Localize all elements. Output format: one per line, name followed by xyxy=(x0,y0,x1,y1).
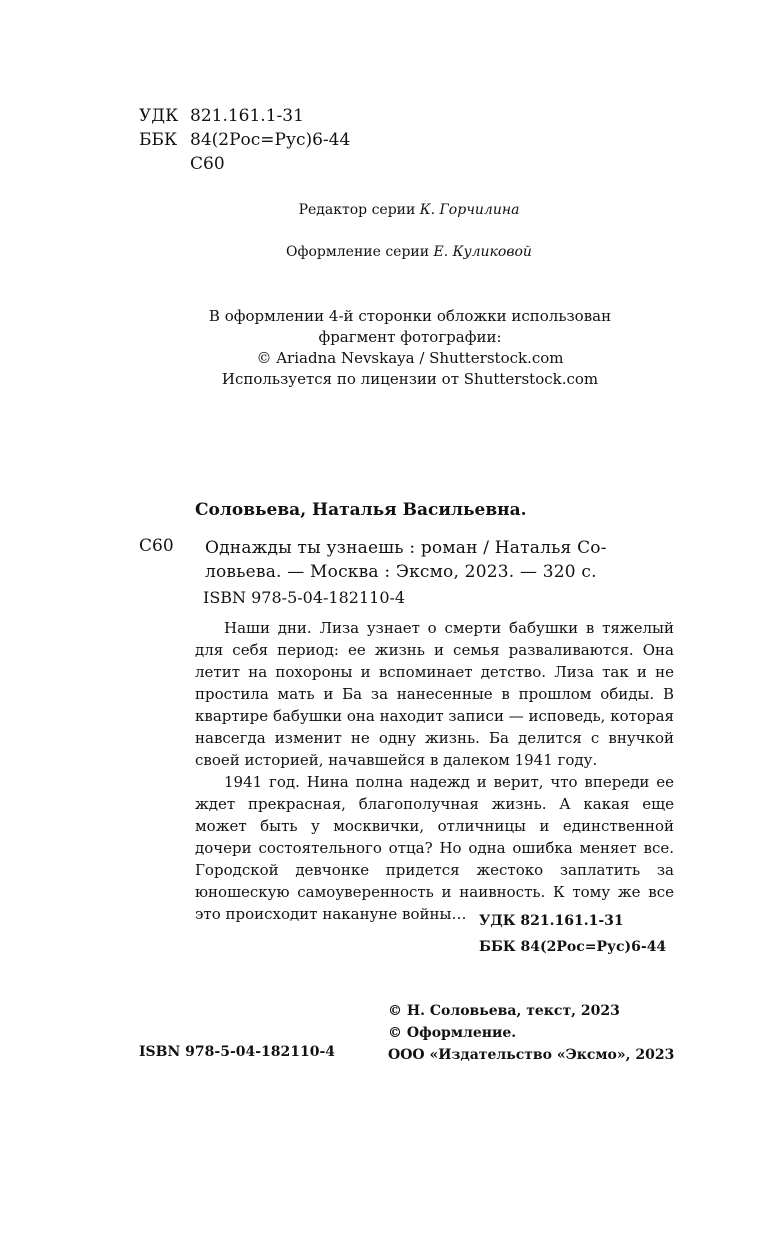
classification-bottom xyxy=(479,908,666,960)
author-heading: Соловьева, Наталья Васильевна. xyxy=(195,500,527,520)
record-sign: С60 xyxy=(139,536,174,556)
series-design-role: Оформление серии xyxy=(286,244,430,260)
photo-credit-line: фрагмент фотографии: xyxy=(318,328,502,346)
series-editor-name: К. Горчилина xyxy=(419,202,520,218)
udk-label: УДК xyxy=(139,106,179,126)
author-sign: С60 xyxy=(190,154,225,174)
series-design xyxy=(0,244,768,260)
photo-credit-line: © Ariadna Nevskaya / Shutterstock.com xyxy=(256,349,564,367)
classification-block xyxy=(139,104,350,176)
title-description xyxy=(205,536,675,584)
title-line: Однажды ты узнаешь : роман / Наталья Со- xyxy=(205,538,607,558)
bbk-value: 84(2Рос=Рус)6-44 xyxy=(190,130,351,150)
photo-credit xyxy=(160,306,660,390)
copyright-line: © Н. Соловьева, текст, 2023 xyxy=(388,1003,620,1019)
series-editor-role: Редактор серии xyxy=(298,202,416,218)
udk-row xyxy=(139,104,350,128)
copyright-line: © Оформление. xyxy=(388,1025,517,1041)
annotation-paragraph: 1941 год. Нина полна надежд и верит, что впереди ее ждет прекрасная, благополучная жизнь. А какая еще может быть у москвички, отличницы и единственной дочери состоятельного отца? Но одна ошибка меняет все. Городской девчонке придется жестоко заплатить за юношескую самоуверенность и наивность. К тому же все это происходит накануне войны… xyxy=(195,773,674,923)
bbk-row xyxy=(139,128,350,152)
udk-bottom: УДК 821.161.1-31 xyxy=(479,913,624,929)
photo-credit-line: В оформлении 4-й сторонки обложки использован xyxy=(208,307,612,325)
record-isbn: ISBN 978-5-04-182110-4 xyxy=(203,588,406,607)
photo-credit-line: Используется по лицензии от Shutterstock.com xyxy=(221,370,599,388)
annotation-paragraph: Наши дни. Лиза узнает о смерти бабушки в тяжелый для себя период: ее жизнь и семья разваливаются. Она летит на похороны и вспоминает детство. Лиза так и не простила мать и Ба за нанесенные в прошлом обиды. В квартире бабушки она находит записи — исповедь, которая навсегда изменит не одну жизнь. Ба делится с внучкой своей историей, начавшейся в далеком 1941 году. xyxy=(195,619,674,769)
title-line: ловьева. — Москва : Эксмо, 2023. — 320 с. xyxy=(205,562,597,582)
bbk-label: ББК xyxy=(139,130,178,150)
isbn-bottom: ISBN 978-5-04-182110-4 xyxy=(139,1044,336,1060)
annotation xyxy=(195,617,674,925)
udk-value: 821.161.1-31 xyxy=(190,106,304,126)
bbk-bottom: ББК 84(2Рос=Рус)6-44 xyxy=(479,939,667,955)
series-editor xyxy=(0,202,768,218)
series-design-name: Е. Куликовой xyxy=(433,244,532,260)
copyright-line: ООО «Издательство «Эксмо», 2023 xyxy=(388,1047,675,1063)
copyright-block xyxy=(388,1000,674,1066)
